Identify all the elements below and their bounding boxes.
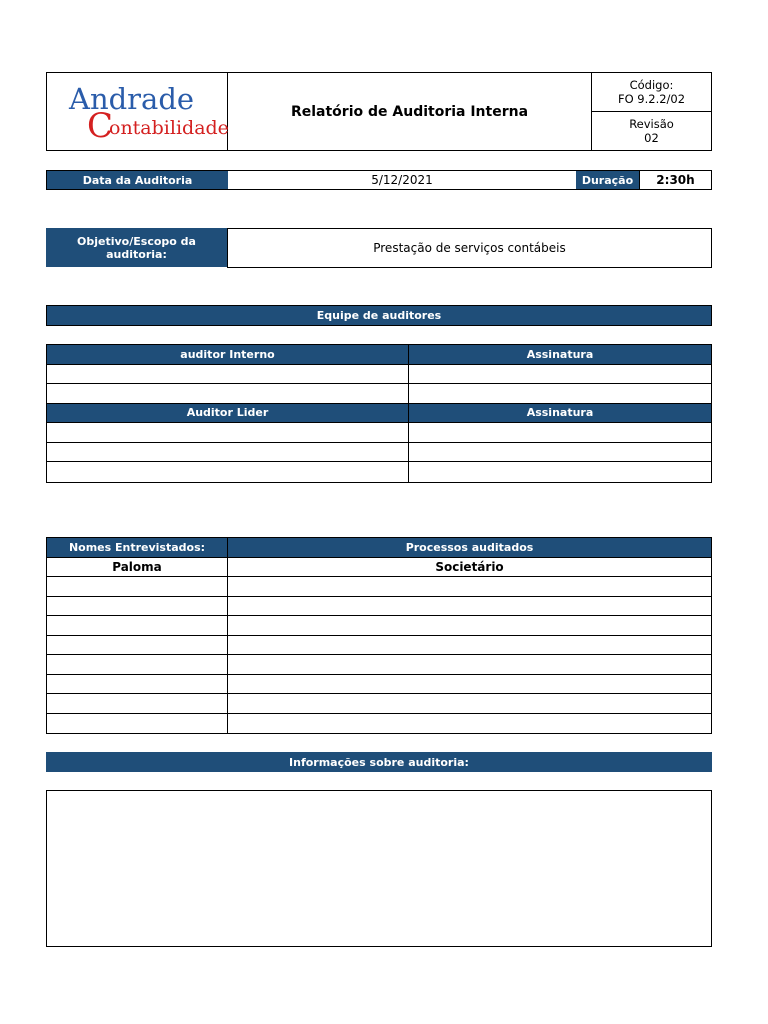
interviews-table bbox=[46, 537, 712, 734]
revision-cell bbox=[592, 112, 711, 150]
audit-date-label: Data da Auditoria bbox=[47, 171, 228, 189]
lead-auditor-cell[interactable] bbox=[47, 423, 409, 442]
interviewee-cell[interactable] bbox=[47, 597, 228, 616]
team-banner: Equipe de auditores bbox=[46, 305, 712, 326]
internal-auditor-cell[interactable] bbox=[47, 384, 409, 403]
lead-auditor-cell[interactable] bbox=[47, 443, 409, 462]
duration-value[interactable]: 2:30h bbox=[639, 171, 711, 189]
interviewee-cell[interactable] bbox=[47, 616, 228, 635]
table-row bbox=[47, 597, 711, 617]
table-row bbox=[47, 694, 711, 714]
table-row bbox=[47, 616, 711, 636]
lead-auditor-cell[interactable] bbox=[47, 462, 409, 482]
interviews-header-row bbox=[47, 538, 711, 558]
lead-auditor-header-row bbox=[47, 404, 711, 424]
logo-line1: Andrade bbox=[69, 82, 195, 116]
signature-cell[interactable] bbox=[409, 423, 711, 442]
audit-date-value[interactable]: 5/12/2021 bbox=[371, 173, 433, 187]
logo-line2: ontabilidade bbox=[109, 117, 229, 139]
process-cell[interactable] bbox=[228, 577, 711, 596]
table-row bbox=[47, 423, 711, 443]
table-row bbox=[47, 558, 711, 578]
duration-label: Duração bbox=[576, 171, 639, 189]
logo-initial: C bbox=[87, 106, 114, 146]
process-cell[interactable] bbox=[228, 655, 711, 674]
interviewee-cell[interactable] bbox=[47, 636, 228, 655]
document-title: Relatório de Auditoria Interna bbox=[228, 73, 592, 150]
table-row bbox=[47, 675, 711, 695]
signature-header: Assinatura bbox=[526, 347, 594, 361]
process-cell[interactable] bbox=[228, 597, 711, 616]
table-row bbox=[47, 655, 711, 675]
logo-cell bbox=[47, 73, 228, 150]
code-label: Código: bbox=[629, 78, 674, 92]
table-row bbox=[47, 636, 711, 656]
lead-auditor-header: Auditor Lider bbox=[47, 404, 409, 423]
signature-cell[interactable] bbox=[409, 443, 711, 462]
interviewee-cell[interactable] bbox=[47, 577, 228, 596]
interviewee-cell[interactable] bbox=[47, 675, 228, 694]
process-cell[interactable] bbox=[228, 714, 711, 734]
table-row bbox=[47, 714, 711, 734]
internal-auditor-header-row bbox=[47, 345, 711, 365]
document-header bbox=[46, 72, 712, 151]
revision-label: Revisão bbox=[629, 117, 674, 131]
audit-date-row bbox=[46, 170, 712, 190]
code-cell bbox=[592, 73, 711, 112]
signature-cell[interactable] bbox=[409, 462, 711, 482]
objective-row bbox=[46, 228, 712, 268]
internal-auditor-header: auditor Interno bbox=[47, 345, 409, 364]
processes-header: Processos auditados bbox=[405, 540, 534, 554]
process-cell[interactable] bbox=[228, 675, 711, 694]
objective-label: Objetivo/Escopo da auditoria: bbox=[46, 228, 227, 267]
signature-cell[interactable] bbox=[409, 384, 711, 403]
revision-value: 02 bbox=[644, 131, 659, 145]
info-banner: Informações sobre auditoria: bbox=[46, 752, 712, 772]
process-cell[interactable] bbox=[228, 616, 711, 635]
interviewees-header: Nomes Entrevistados: bbox=[47, 538, 228, 557]
interviewee-cell[interactable] bbox=[47, 714, 228, 734]
company-logo bbox=[67, 81, 229, 146]
signature-header: Assinatura bbox=[526, 406, 594, 420]
table-row bbox=[47, 462, 711, 482]
interviewee-cell[interactable] bbox=[47, 694, 228, 713]
auditors-table bbox=[46, 344, 712, 483]
process-cell[interactable] bbox=[228, 636, 711, 655]
code-value: FO 9.2.2/02 bbox=[617, 92, 686, 106]
process-cell[interactable]: Societário bbox=[435, 559, 504, 574]
signature-cell[interactable] bbox=[409, 365, 711, 384]
interviewee-cell[interactable] bbox=[47, 655, 228, 674]
table-row bbox=[47, 365, 711, 385]
table-row bbox=[47, 443, 711, 463]
table-row bbox=[47, 384, 711, 404]
table-row bbox=[47, 577, 711, 597]
internal-auditor-cell[interactable] bbox=[47, 365, 409, 384]
info-textarea[interactable] bbox=[46, 790, 712, 947]
interviewee-cell[interactable]: Paloma bbox=[47, 558, 228, 577]
objective-value[interactable]: Prestação de serviços contábeis bbox=[227, 228, 712, 268]
process-cell[interactable] bbox=[228, 694, 711, 713]
